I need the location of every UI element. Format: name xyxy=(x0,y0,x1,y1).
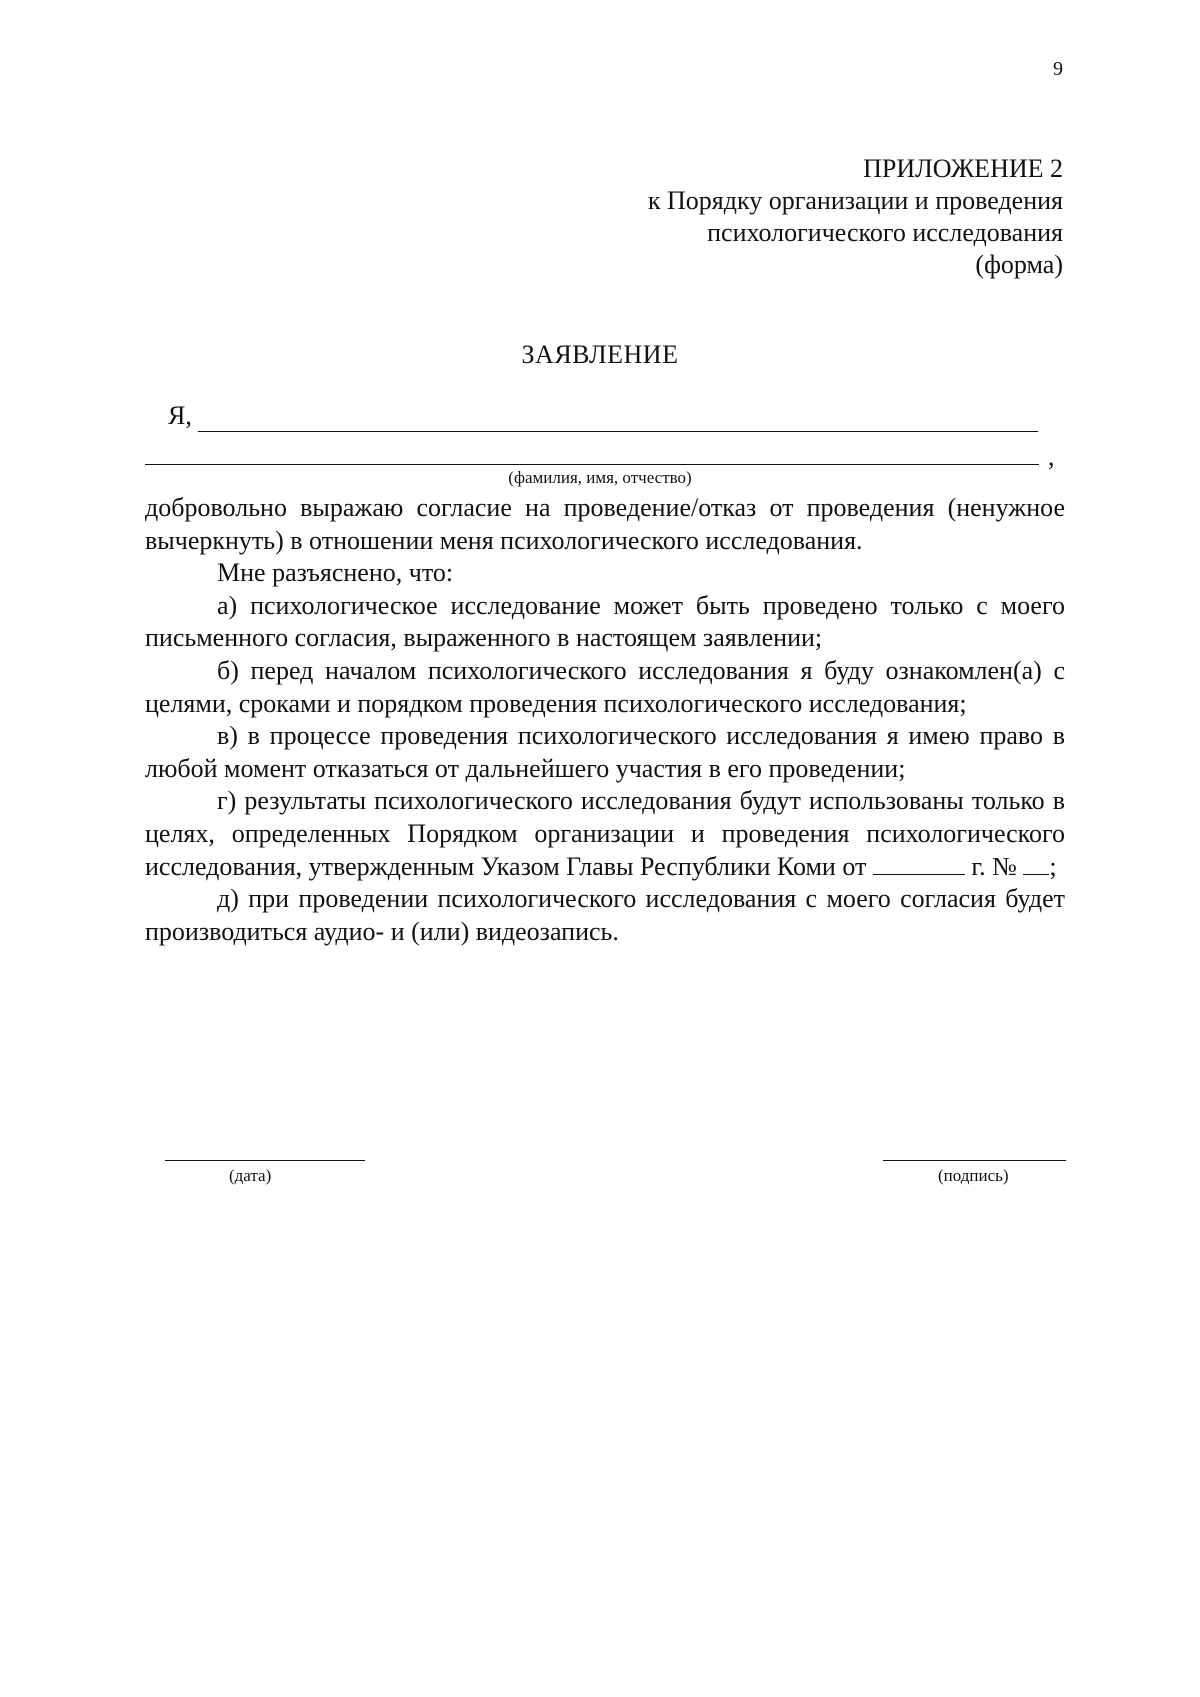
name-blank-line-1[interactable] xyxy=(198,403,1038,432)
statement-body xyxy=(145,492,1065,948)
item-g-end: ; xyxy=(1049,851,1057,881)
decree-date-blank[interactable] xyxy=(873,852,965,875)
name-prefix: Я, xyxy=(168,401,192,430)
name-field-row-2 xyxy=(145,442,1055,471)
page-number: 9 xyxy=(1053,58,1063,80)
explained-paragraph: Мне разъяснено, что: xyxy=(217,558,454,588)
appendix-header xyxy=(363,153,1063,281)
decree-number-blank[interactable] xyxy=(1023,852,1049,875)
date-caption: (дата) xyxy=(229,1166,272,1185)
name-field-row xyxy=(168,400,1038,432)
item-g-year-label: г. № xyxy=(971,851,1017,881)
name-field-hint: (фамилия, имя, отчество) xyxy=(508,468,692,487)
item-g-text: г) результаты психологического исследования будут использованы только в целях, определенных Порядком организации и проведения психологического исследования, утвержденным Указом Главы Республики Коми от xyxy=(145,786,1065,881)
item-v: в) в процессе проведения психологического исследования я имею право в любой момент отказаться от дальнейшего участия в его проведении; xyxy=(145,721,1065,783)
signature-block xyxy=(883,1160,1066,1210)
date-blank-line[interactable] xyxy=(165,1160,365,1161)
name-blank-line-2[interactable] xyxy=(145,464,1039,465)
appendix-reference-cont: психологического исследования xyxy=(707,218,1063,247)
signature-blank-line[interactable] xyxy=(883,1160,1066,1161)
date-signature-block xyxy=(165,1160,365,1210)
appendix-form-label: (форма) xyxy=(975,250,1063,279)
item-d: д) при проведении психологического исследования с моего согласия будет производиться аудио- и (или) видеозапись. xyxy=(145,884,1065,946)
consent-paragraph: добровольно выражаю согласие на проведение/отказ от проведения (ненужное вычеркнуть) в отношении меня психологического исследования. xyxy=(145,493,1065,555)
item-b: б) перед началом психологического исследования я буду ознакомлен(а) с целями, сроками и порядком проведения психологического исследования; xyxy=(145,655,1065,718)
name-comma: , xyxy=(1048,442,1055,471)
item-g xyxy=(145,785,1065,883)
item-a: а) психологическое исследование может быть проведено только с моего письменного согласия, выраженного в настоящем заявлении; xyxy=(145,590,1065,653)
signature-caption: (подпись) xyxy=(938,1166,1009,1185)
appendix-title: ПРИЛОЖЕНИЕ 2 xyxy=(863,154,1063,183)
document-title: ЗАЯВЛЕНИЕ xyxy=(521,340,679,369)
appendix-reference: к Порядку организации и проведения xyxy=(647,186,1063,215)
